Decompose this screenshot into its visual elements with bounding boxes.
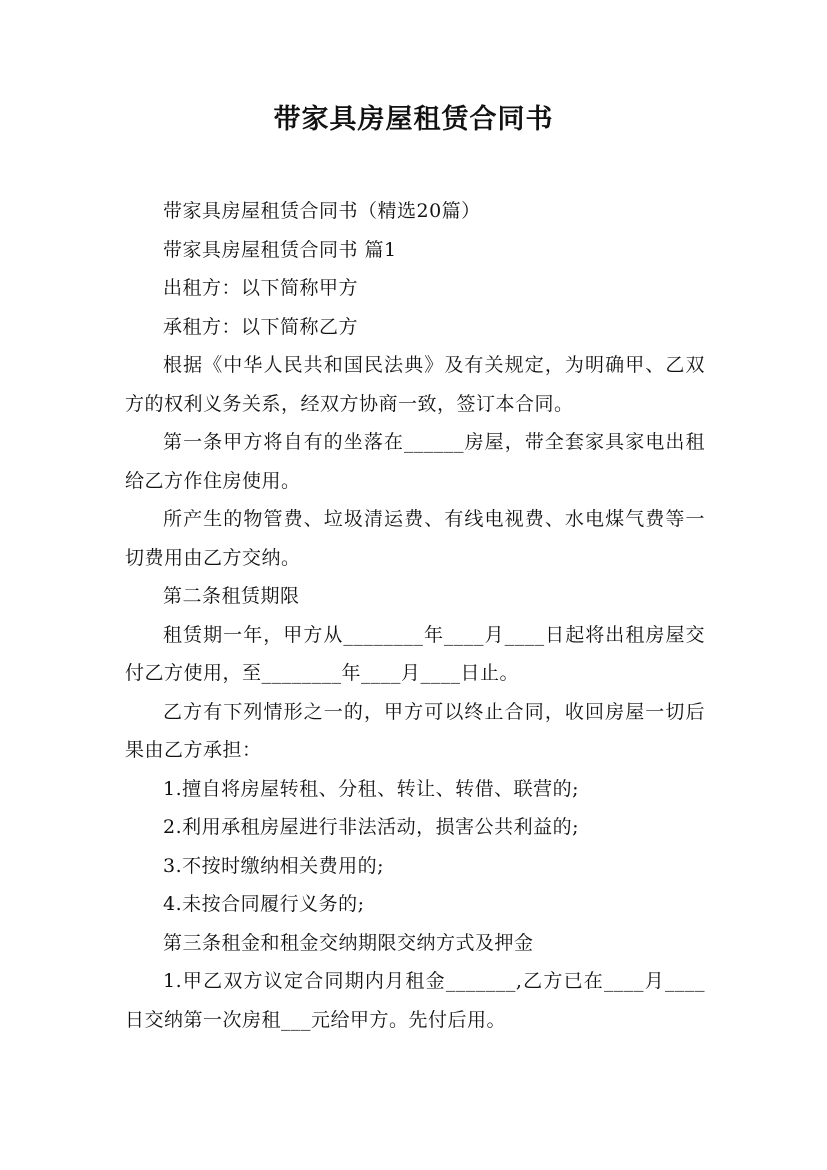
paragraph-fees: 所产生的物管费、垃圾清运费、有线电视费、水电煤气费等一切费用由乙方交纳。 [125,508,705,569]
paragraph-subtitle: 带家具房屋租赁合同书（精选20篇） [163,200,481,222]
document-body [125,192,705,1039]
paragraph-termination: 乙方有下列情形之一的，甲方可以终止合同，收回房屋一切后果由乙方承担： [125,700,705,761]
list-item-3: 3.不按时缴纳相关费用的; [163,854,385,877]
paragraph-lease-term: 租赁期一年，甲方从________年____月____日起将出租房屋交付乙方使用，至________年____月____日止。 [125,623,705,684]
paragraph-preamble: 根据《中华人民共和国民法典》及有关规定，为明确甲、乙双方的权利义务关系，经双方协商一致，签订本合同。 [125,354,705,415]
paragraph-section-heading: 带家具房屋租赁合同书 篇1 [163,238,397,261]
paragraph-lessor: 出租方：以下简称甲方 [163,277,359,299]
list-item-4: 4.未按合同履行义务的; [163,893,365,915]
list-item-2: 2.利用承租房屋进行非法活动，损害公共利益的; [163,816,580,838]
list-item-1: 1.擅自将房屋转租、分租、转让、转借、联营的; [163,777,580,800]
paragraph-lessee: 承租方：以下简称乙方 [163,315,359,338]
paragraph-article-1: 第一条甲方将自有的坐落在______房屋，带全套家具家电出租给乙方作住房使用。 [125,431,705,492]
paragraph-rent-payment: 1.甲乙双方议定合同期内月租金_______,乙方已在____月____日交纳第一次房租___元给甲方。先付后用。 [125,970,705,1031]
document-title: 带家具房屋租赁合同书 [273,104,554,135]
paragraph-article-3-heading: 第三条租金和租金交纳期限交纳方式及押金 [163,931,534,954]
paragraph-article-2-heading: 第二条租赁期限 [163,585,300,607]
